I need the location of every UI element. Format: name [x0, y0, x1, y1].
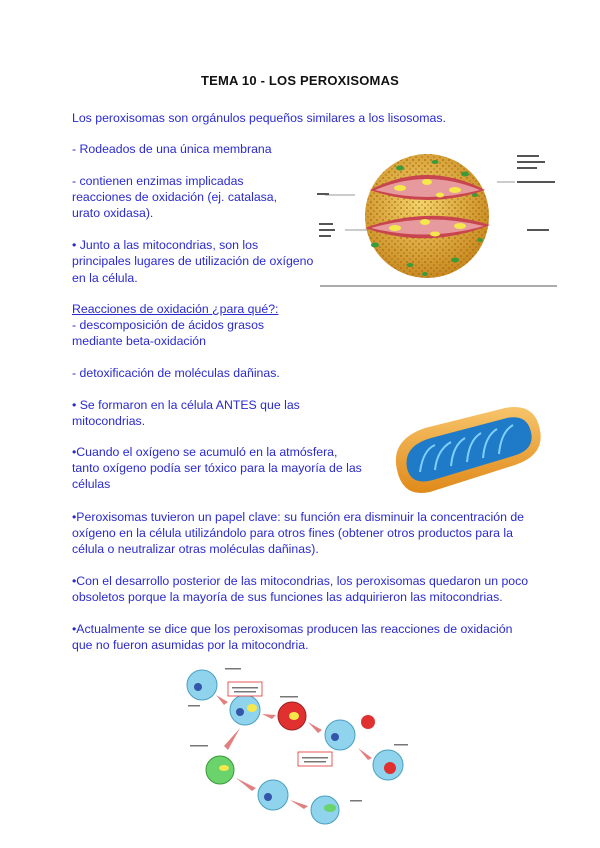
peroxisome-illustration: [315, 140, 560, 290]
intro-text: Los peroxisomas son orgánulos pequeños similares a los lisosomas.: [72, 111, 446, 125]
peroxisome-origin-diagram: [180, 660, 430, 830]
page-title: TEMA 10 - LOS PEROXISOMAS: [200, 73, 400, 88]
membrane-point: - Rodeados de una única membrana: [72, 142, 272, 156]
detox-point: - detoxificación de moléculas dañinas.: [72, 366, 280, 380]
oxidation-heading: Reacciones de oxidación ¿para qué?:: [72, 302, 279, 316]
mitochondrion-illustration: [385, 400, 545, 500]
